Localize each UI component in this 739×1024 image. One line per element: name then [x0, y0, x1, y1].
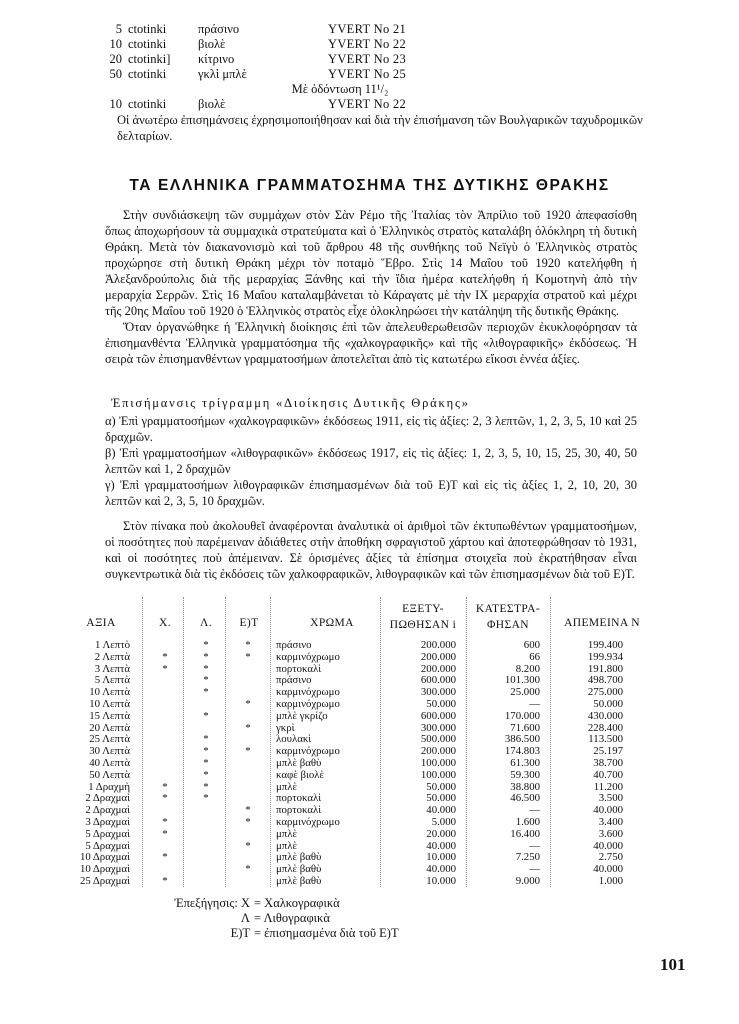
cell-printed: 40.000: [426, 839, 456, 852]
cell-value: 5 Λεπτὰ: [94, 674, 130, 687]
cell-printed: 40.000: [426, 863, 456, 876]
cell-destroyed: 600: [523, 639, 540, 651]
legend-row: [115, 896, 399, 911]
legend-value: = Χαλκογραφικὰ: [254, 896, 340, 910]
yvert-ref: YVERT No 23: [328, 52, 407, 66]
legend: [115, 896, 399, 941]
cell-value: 50 Λεπτὰ: [89, 768, 130, 781]
cell-color: πορτοκαλὶ: [276, 792, 322, 805]
header-destroyed-line1: ΚΑΤΕΣΤΡΑ-: [475, 603, 541, 615]
cell-remaining: 1.000: [598, 874, 623, 887]
table-row: [70, 652, 660, 664]
cell-printed: 200.000: [420, 745, 456, 758]
cell-color: μπλὲ βαθὺ: [276, 851, 322, 864]
cell-et-mark: *: [245, 697, 251, 710]
cell-l-mark: *: [203, 674, 209, 687]
cell-destroyed: 386.500: [504, 733, 540, 746]
perforation-line: [70, 82, 670, 97]
cell-remaining: 25.197: [593, 745, 623, 758]
table-row: [70, 805, 660, 817]
cell-remaining: 38.700: [593, 756, 623, 769]
issue-item: β) Ἐπὶ γραμματοσήμων «λιθογραφικῶν» ἐκδόσεως 1917, εἰς τὶς ἀξίες: 1, 2, 3, 5, 10, 15, 25, 30, 40, 50 λεπτῶν καὶ 1, 2 δραχμῶν: [105, 446, 637, 476]
table-row: [70, 864, 660, 876]
cell-et-mark: *: [245, 745, 251, 758]
cell-l-mark: *: [203, 686, 209, 699]
cell-x-mark: *: [162, 650, 168, 663]
table-row: [70, 793, 660, 805]
cell-destroyed: —: [529, 697, 540, 710]
cell-printed: 200.000: [420, 662, 456, 675]
table-intro: [105, 518, 637, 582]
page-number: 101: [660, 955, 686, 974]
stamp-number: 5: [115, 22, 122, 36]
cell-color: μπλὲ γκρίζο: [276, 709, 328, 722]
cell-x-mark: *: [162, 827, 168, 840]
cell-et-mark: *: [245, 650, 251, 663]
cell-remaining: 40.700: [593, 768, 623, 781]
cell-color: μπλὲ βαθὺ: [276, 756, 322, 769]
stamp-line: [70, 37, 670, 52]
yvert-ref: YVERT No 25: [328, 67, 407, 81]
table-row: [70, 734, 660, 746]
cell-et-mark: *: [245, 721, 251, 734]
table-row: [70, 782, 660, 794]
cell-destroyed: 174.803: [504, 745, 540, 758]
cell-color: μπλὲ βαθὺ: [276, 863, 322, 876]
cell-x-mark: *: [162, 662, 168, 675]
cell-value: 1 Δραχμὴ: [88, 780, 130, 793]
legend-row: [115, 926, 399, 941]
cell-value: 25 Λεπτὰ: [89, 733, 130, 746]
cell-color: λουλακὶ: [276, 733, 312, 746]
cell-destroyed: 38.800: [510, 780, 540, 793]
cell-value: 10 Λεπτὰ: [89, 686, 130, 699]
cell-l-mark: *: [203, 733, 209, 746]
cell-color: καρμινόχρωμο: [276, 697, 340, 710]
cell-remaining: 191.800: [587, 662, 623, 675]
cell-destroyed: 66: [529, 650, 540, 663]
cell-value: 5 Δραχμαὶ: [85, 827, 130, 840]
cell-remaining: 228.400: [587, 721, 623, 734]
cell-remaining: 3.400: [598, 815, 623, 828]
cell-value: 2 Λεπτὰ: [94, 650, 130, 663]
cell-value: 30 Λεπτὰ: [89, 745, 130, 758]
yvert-ref: YVERT No 22: [328, 37, 407, 51]
cell-printed: 10.000: [426, 851, 456, 864]
stamp-number: 50: [109, 67, 122, 81]
table-row: [70, 664, 660, 676]
cell-value: 2 Δραχμαὶ: [85, 792, 130, 805]
cell-l-mark: *: [203, 639, 209, 651]
cell-value: 10 Δραχμαὶ: [79, 863, 130, 876]
stamp-color: γκλὶ μπλὲ: [198, 67, 247, 81]
cell-color: πράσινο: [276, 639, 312, 651]
cell-et-mark: *: [245, 804, 251, 817]
table-intro-paragraph: Στὸν πίνακα ποὺ ἀκολουθεῖ ἀναφέρονται ἀναλυτικὰ οἱ ἀριθμοὶ τῶν ἐκτυπωθέντων γραμματοσήμων, οἱ ποσότητες ποὺ παρέμειναν ἀδιάθετες στὴν ἀποθήκη σφραγιστοῦ χάρτου καὶ ἀποτεφρώθησαν τὸ 1931, καὶ οἱ ποσότητες ποὺ ἀπέμειναν. Σὲ ὁρισμένες ἀξίες τὰ ἐπίσημα στοιχεῖα ποὺ ἐκρατήθησαν εἶναι συγκεντρωτικὰ διὰ τὶς ἐκδόσεις τῶν χαλκοφραφικῶν, λιθογραφικῶν καὶ τῶν ἐπισημασμένων διὰ τοῦ Ε)Τ.: [105, 519, 637, 581]
cell-color: καρμινόχρωμο: [276, 815, 340, 828]
body-paragraph: Στὴν συνδιάσκεψη τῶν συμμάχων στὸν Σὰν Ρέμο τῆς Ἰταλίας τὸν Ἀπρίλιο τοῦ 1920 ἀπεφασίσθη ὅπως ἀποχωρήσουν τὰ συμμαχικὰ στρατεύματα καὶ ὁ Ἑλληνικὸς στρατὸς καταλάβη ὁλόκληρη τὴ δυτικὴ Θράκη. Μετὰ τὸν διακανονισμὸ καὶ τοῦ ἄρθρου 48 τῆς συνθήκης τοῦ Νεϊγὺ ὁ Ἑλληνικὸς στρατὸς προχώρησε στὴ δυτικὴ Θράκη μέχρι τὸν ποταμὸ Ἕβρο. Στὶς 14 Μαΐου τοῦ 1920 κατελήφθη ἡ Ἀλεξανδρούπολις διὰ τῆς μεραρχίας Ξάνθης καὶ τὴν ἴδια ἡμέρα κατελήφθη ἡ Κομοτηνὴ ἀπὸ τὴν μεραρχία Σερρῶν. Στὶς 16 Μαΐου καταλαμβάνεται τὸ Κάραγατς μὲ τὴν ΙΧ μεραρχία στρατοῦ καὶ μέχρι τῆς 20ης Μαΐου τοῦ 1920 ὁ Ἑλληνικὸς στρατὸς εἶχε ὁλοκληρώσει τὴν κατάληψη τῆς δυτικῆς Θράκης.: [105, 208, 637, 318]
cell-destroyed: —: [529, 839, 540, 852]
stamp-number: 10: [109, 37, 122, 51]
perforation-text: Μὲ ὀδόντωση 11¹/₂: [291, 82, 389, 96]
cell-l-mark: *: [203, 709, 209, 722]
cell-et-mark: *: [245, 815, 251, 828]
cell-destroyed: 25.000: [510, 686, 540, 699]
stamp-value-list: [70, 22, 670, 144]
header-remaining: ΑΠΕΜΕΙΝΑ Ν: [564, 617, 640, 629]
issue-item: α) Ἐπὶ γραμματοσήμων «χαλκογραφικῶν» ἐκδόσεως 1911, εἰς τὶς ἀξίες: 2, 3 λεπτῶν, 1, 2, 3, 5, 10 καὶ 25 δραχμῶν.: [105, 414, 637, 444]
cell-remaining: 275.000: [587, 686, 623, 699]
stamp-unit: ctotinki]: [128, 52, 171, 66]
cell-value: 10 Δραχμαὶ: [79, 851, 130, 864]
cell-color: καφὲ βιολὲ: [276, 768, 325, 781]
table-row: [70, 876, 660, 888]
cell-destroyed: 16.400: [510, 827, 540, 840]
cell-printed: 600.000: [420, 674, 456, 687]
stamp-unit: ctotinki: [128, 22, 167, 36]
cell-destroyed: —: [529, 804, 540, 817]
cell-color: καρμινόχρωμο: [276, 650, 340, 663]
cell-printed: 600.000: [420, 709, 456, 722]
cell-value: 2 Δραχμαὶ: [85, 804, 130, 817]
cell-destroyed: 101.300: [504, 674, 540, 687]
cell-remaining: 113.500: [588, 733, 623, 746]
cell-printed: 50.000: [426, 792, 456, 805]
body-paragraph: Ὅταν ὀργανώθηκε ἡ Ἑλληνικὴ διοίκησις ἐπὶ τῶν ἀπελευθερωθεισῶν περιοχῶν ἐκυκλοφόρησαν τὰ ἐπισημανθέντα Ἑλληνικὰ γραμματόσημα τῆς «χαλκογραφικῆς» καὶ τῆς «λιθογραφικῆς» ἐκδόσεως. Ἡ σειρὰ τῶν ἐπισημανθέντων γραμματοσήμων ἀποτελεῖται ἀπὸ τὶς κατωτέρω εἴκοσι ἐννέα ἀξίες.: [105, 320, 637, 366]
header-l: Λ.: [199, 617, 212, 629]
cell-et-mark: *: [245, 863, 251, 876]
cell-l-mark: *: [203, 792, 209, 805]
cell-remaining: 199.934: [587, 650, 623, 663]
table-row: [70, 723, 660, 735]
cell-remaining: 2.750: [598, 851, 623, 864]
issue-list: [105, 413, 637, 509]
cell-color: πορτοκαλὶ: [276, 804, 322, 817]
cell-destroyed: 9.000: [515, 874, 540, 887]
cell-color: γκρὶ: [276, 721, 295, 734]
cell-remaining: 3.500: [598, 792, 623, 805]
cell-l-mark: *: [203, 780, 209, 793]
cell-remaining: 498.700: [587, 674, 623, 687]
table-row: [70, 746, 660, 758]
section-heading: ΤΑ ΕΛΛΗΝΙΚΑ ΓΡΑΜΜΑΤΟΣΗΜΑ ΤΗΣ ΔΥΤΙΚΗΣ ΘΡΑΚΗΣ: [129, 177, 610, 194]
cell-remaining: 40.000: [593, 863, 623, 876]
table-header: [70, 597, 660, 639]
cell-color: καρμινόχρωμο: [276, 686, 340, 699]
table-row: [70, 852, 660, 864]
header-chroma: ΧΡΩΜΑ: [310, 617, 354, 629]
cell-printed: 200.000: [420, 639, 456, 651]
note-paragraph: Οἱ ἀνωτέρω ἐπισημάνσεις ἐχρησιμοποιήθησαν καὶ διὰ τὴν ἐπισήμανση τῶν Βουλγαρικῶν ταχυδρομικῶν δελταρίων.: [117, 113, 643, 143]
yvert-ref: YVERT No 22: [328, 97, 407, 111]
stamp-unit: ctotinki: [128, 67, 167, 81]
header-axia: ΑΞΙΑ: [86, 617, 116, 629]
cell-value: 10 Λεπτὰ: [89, 697, 130, 710]
cell-value: 3 Δραχμαὶ: [85, 815, 130, 828]
legend-value: = ἐπισημασμένα διὰ τοῦ Ε)Τ: [254, 926, 399, 940]
cell-printed: 50.000: [426, 697, 456, 710]
cell-color: πορτοκαλὶ: [276, 662, 322, 675]
cell-x-mark: *: [162, 851, 168, 864]
header-printed-line1: ΕΞΕΤΥ-: [402, 603, 444, 615]
cell-printed: 300.000: [420, 721, 456, 734]
cell-printed: 300.000: [420, 686, 456, 699]
cell-value: 40 Λεπτὰ: [89, 756, 130, 769]
legend-value: = Λιθογραφικὰ: [254, 911, 330, 925]
cell-destroyed: 8.200: [515, 662, 540, 675]
legend-row: [115, 911, 399, 926]
cell-color: καρμινόχρωμο: [276, 745, 340, 758]
stamp-line: [70, 22, 670, 37]
cell-x-mark: *: [162, 874, 168, 887]
stamp-color: βιολὲ: [198, 37, 226, 51]
cell-remaining: 3.600: [598, 827, 623, 840]
cell-destroyed: 61.300: [510, 756, 540, 769]
cell-l-mark: *: [203, 662, 209, 675]
cell-destroyed: —: [529, 863, 540, 876]
stamp-color: βιολὲ: [198, 97, 226, 111]
cell-value: 1 Λεπτὸ: [94, 639, 130, 651]
cell-printed: 40.000: [426, 804, 456, 817]
header-destroyed-line2: ΦΗΣΑΝ: [486, 619, 529, 631]
cell-printed: 10.000: [426, 874, 456, 887]
table-row: [70, 817, 660, 829]
table-row: [70, 640, 660, 652]
cell-printed: 5.000: [431, 815, 456, 828]
cell-color: μπλὲ: [276, 780, 298, 793]
cell-color: μπλὲ βαθὺ: [276, 874, 322, 887]
table-row: [70, 829, 660, 841]
cell-color: πράσινο: [276, 674, 312, 687]
stamp-line: [70, 97, 670, 112]
stamp-unit: ctotinki: [128, 37, 167, 51]
cell-remaining: 11.200: [593, 780, 623, 793]
table-row: [70, 841, 660, 853]
cell-destroyed: 1.600: [515, 815, 540, 828]
cell-et-mark: *: [245, 839, 251, 852]
cell-x-mark: *: [162, 792, 168, 805]
cell-printed: 100.000: [420, 768, 456, 781]
cell-printed: 100.000: [420, 756, 456, 769]
stamp-color: κίτρινο: [198, 52, 235, 66]
cell-value: 20 Λεπτὰ: [89, 721, 130, 734]
legend-key: Ε)Τ: [230, 926, 250, 940]
cell-x-mark: *: [162, 780, 168, 793]
cell-et-mark: *: [245, 639, 251, 651]
cell-destroyed: 46.500: [510, 792, 540, 805]
table-row: [70, 687, 660, 699]
cell-color: μπλὲ: [276, 827, 298, 840]
cell-remaining: 50.000: [593, 697, 623, 710]
header-et: Ε)Τ: [239, 617, 259, 629]
cell-x-mark: *: [162, 815, 168, 828]
cell-l-mark: *: [203, 745, 209, 758]
cell-l-mark: *: [203, 756, 209, 769]
cell-remaining: 40.000: [593, 804, 623, 817]
cell-destroyed: 170.000: [504, 709, 540, 722]
cell-destroyed: 7.250: [515, 851, 540, 864]
overprint-title: Ἐπισήμανσις τρίγραμμη «Διοίκησις Δυτικῆς Θράκης»: [111, 396, 470, 410]
stamp-table: [70, 597, 660, 887]
cell-remaining: 199.400: [587, 639, 623, 651]
cell-color: μπλὲ: [276, 839, 298, 852]
cell-destroyed: 59.300: [510, 768, 540, 781]
header-printed-line2: ΠΩΘΗΣΑΝ i: [389, 619, 457, 631]
header-x: Χ.: [159, 617, 171, 629]
yvert-ref: YVERT No 21: [328, 22, 407, 36]
cell-remaining: 430.000: [587, 709, 623, 722]
table-row: [70, 711, 660, 723]
stamp-line: [70, 52, 670, 67]
table-row: [70, 770, 660, 782]
legend-key: Λ: [240, 911, 250, 925]
stamp-unit: ctotinki: [128, 97, 167, 111]
table-row: [70, 675, 660, 687]
stamp-line: [70, 67, 670, 82]
cell-l-mark: *: [203, 650, 209, 663]
cell-printed: 500.000: [420, 733, 456, 746]
stamp-number: 20: [109, 52, 122, 66]
cell-value: 15 Λεπτὰ: [89, 709, 130, 722]
legend-key: Ἐπεξήγησις: Χ: [174, 896, 250, 910]
cell-remaining: 40.000: [593, 839, 623, 852]
stamp-color: πράσινο: [198, 22, 240, 36]
cell-value: 3 Λεπτὰ: [94, 662, 130, 675]
table-body: [70, 640, 660, 888]
table-row: [70, 758, 660, 770]
body-text: [105, 207, 637, 367]
cell-printed: 200.000: [420, 650, 456, 663]
cell-value: 25 Δραχμαὶ: [79, 874, 130, 887]
cell-value: 5 Δραχμαὶ: [85, 839, 130, 852]
table-row: [70, 699, 660, 711]
issue-item: γ) Ἐπὶ γραμματοσήμων λιθογραφικῶν ἐπισημασμένων διὰ τοῦ Ε)Τ καὶ εἰς τὶς ἀξίες 1, 2, 10, 20, 30 λεπτῶν καὶ 2, 3, 5, 10 δραχμῶν.: [105, 478, 637, 508]
stamp-number: 10: [109, 97, 122, 111]
cell-printed: 50.000: [426, 780, 456, 793]
cell-printed: 20.000: [426, 827, 456, 840]
cell-destroyed: 71.600: [510, 721, 540, 734]
cell-l-mark: *: [203, 768, 209, 781]
